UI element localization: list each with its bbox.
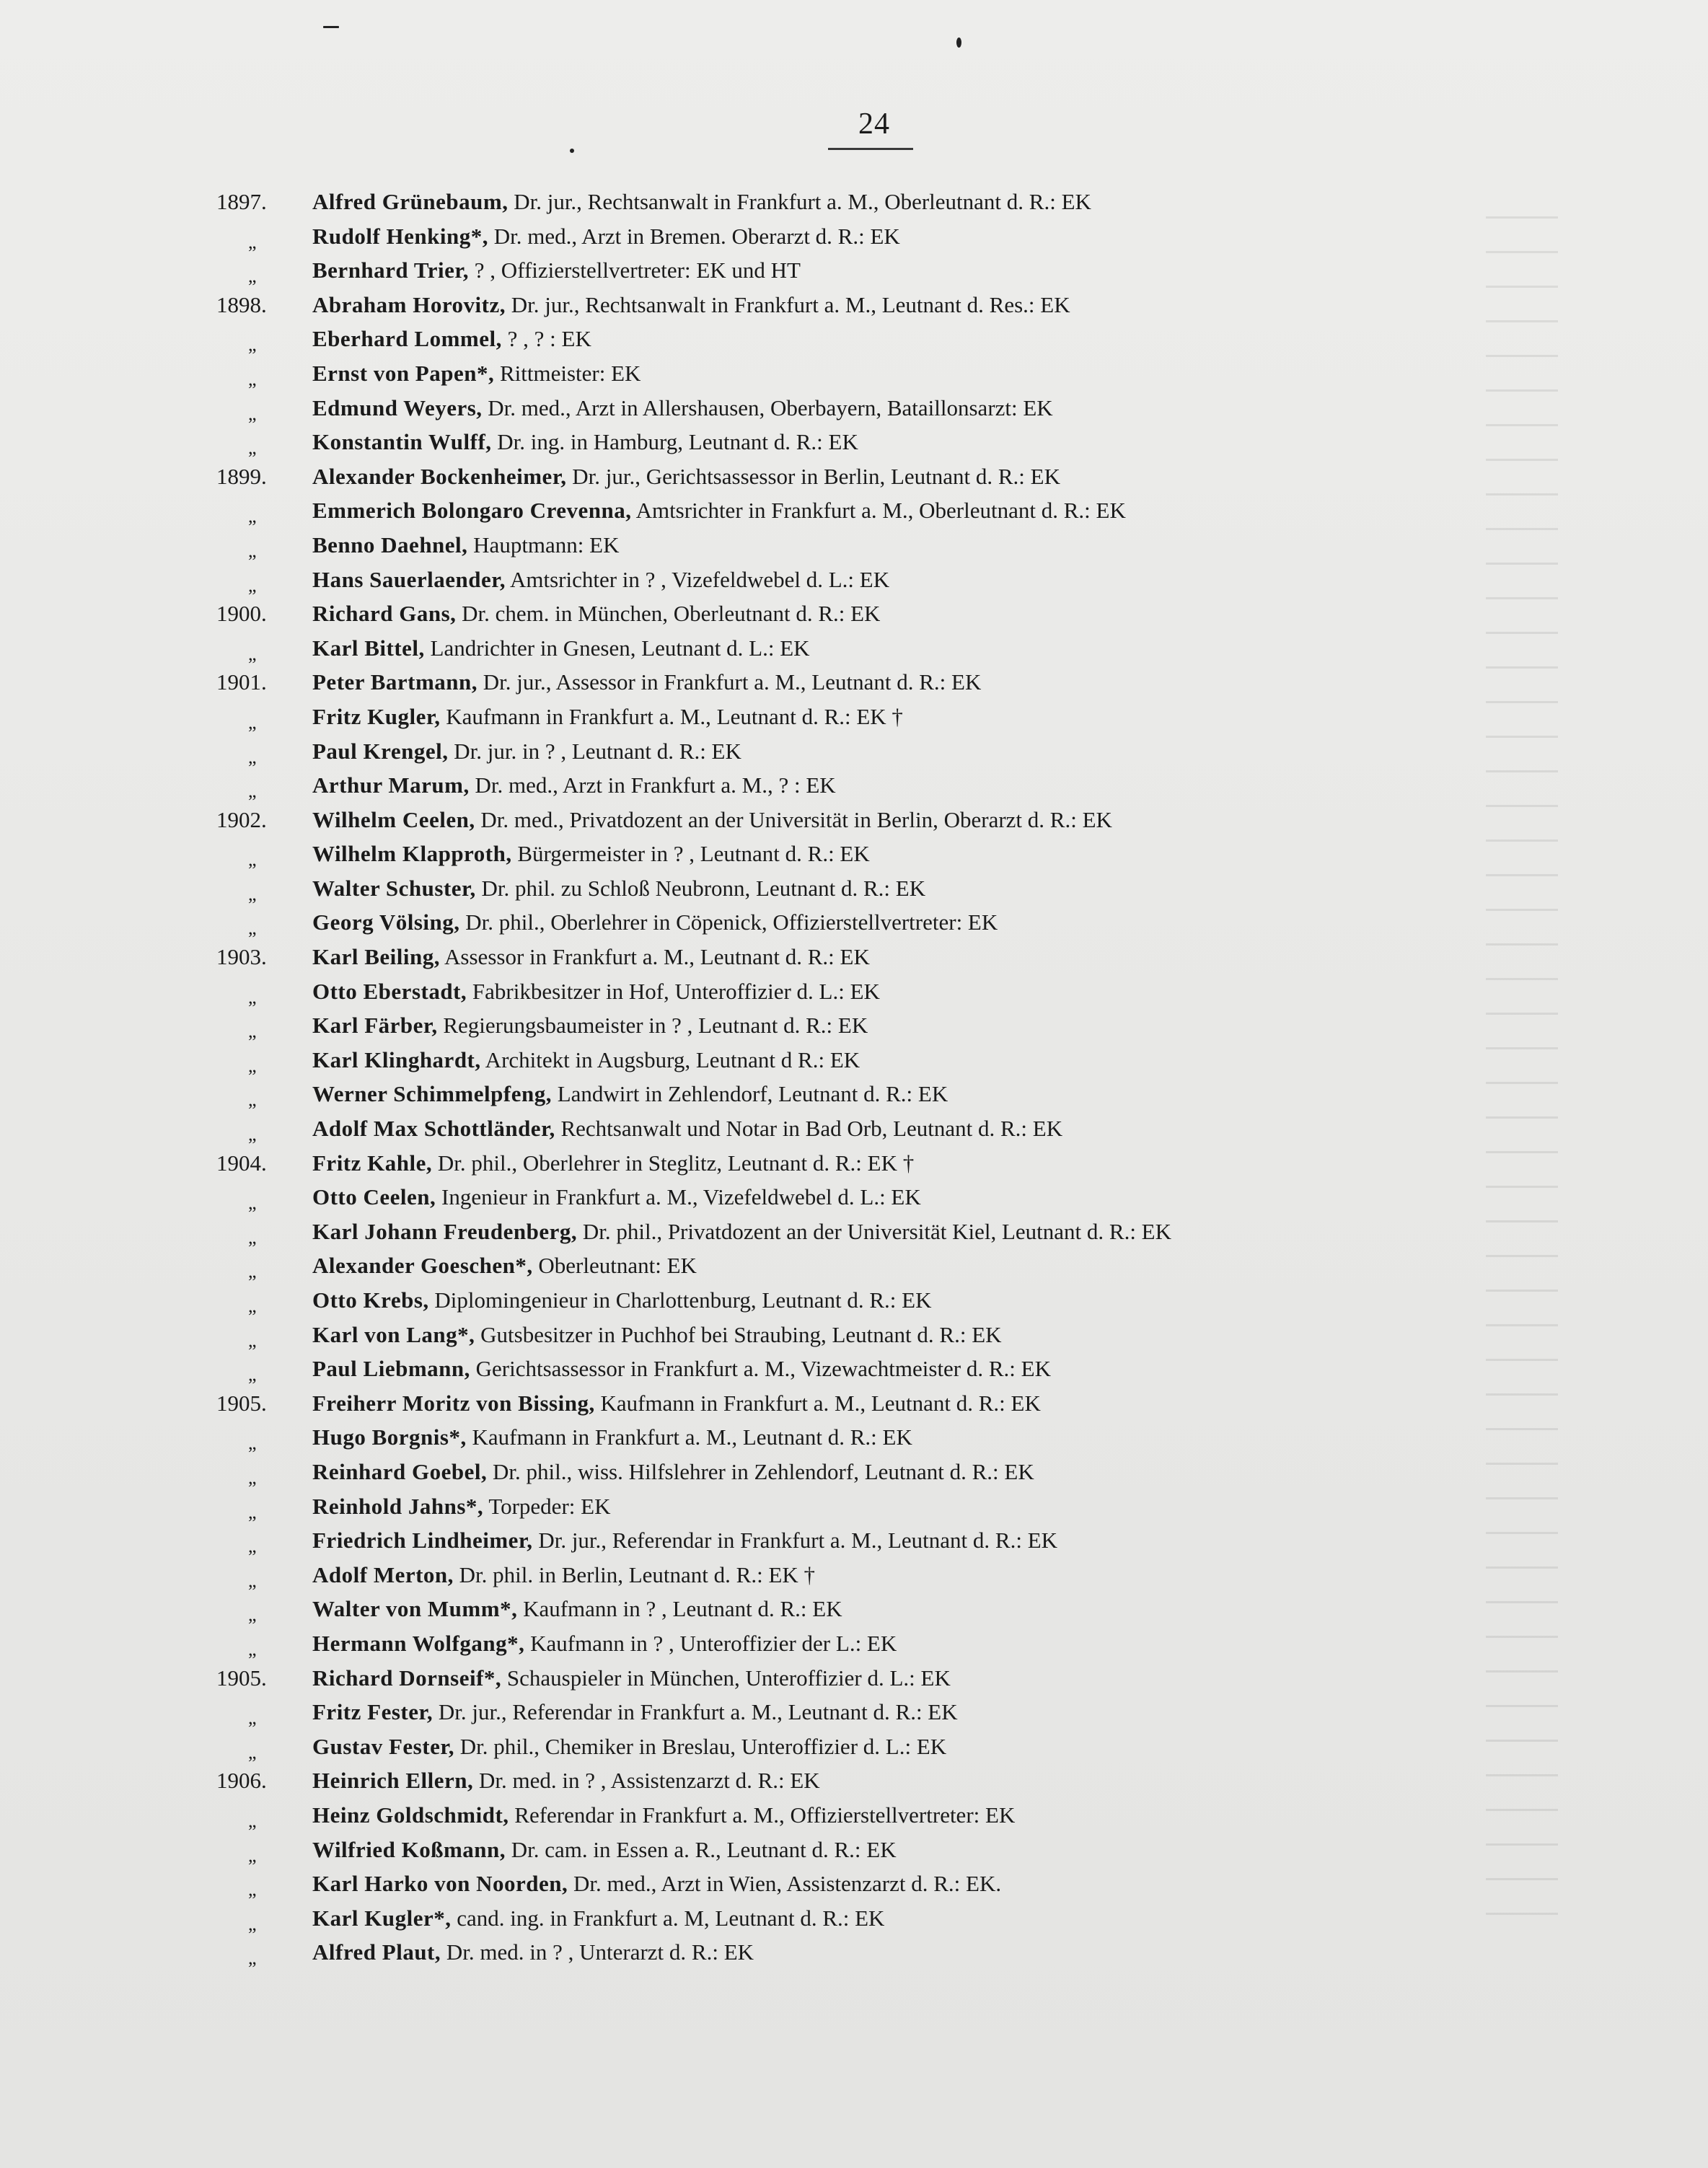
entry-text: [312, 768, 836, 803]
ditto-mark: „: [248, 334, 257, 356]
list-item: [216, 1523, 1587, 1558]
ditto-mark: „: [248, 1329, 257, 1351]
entry-name: Edmund Weyers,: [312, 395, 483, 420]
entry-text: [312, 1558, 815, 1592]
ditto-mark: „: [248, 643, 257, 664]
entry-text: [312, 940, 870, 974]
list-item: [216, 322, 1587, 356]
list-item: [216, 1833, 1587, 1867]
list-item: [216, 1180, 1587, 1215]
entry-text: [312, 1008, 868, 1043]
entry-detail: Ingenieur in Frankfurt a. M., Vizefeldwebel d. L.: EK: [436, 1184, 921, 1210]
list-item: [216, 1867, 1587, 1901]
ditto-mark: „: [248, 1054, 257, 1076]
entry-detail: Amtsrichter in Frankfurt a. M., Oberleutnant d. R.: EK: [631, 498, 1126, 524]
entry-detail: Bürgermeister in ? , Leutnant d. R.: EK: [511, 841, 870, 867]
list-item: [216, 563, 1587, 597]
entry-name: Fritz Kahle,: [312, 1150, 433, 1176]
entry-detail: Dr. med., Privatdozent an der Universität in Berlin, Oberarzt d. R.: EK: [475, 806, 1112, 832]
entry-detail: Kaufmann in ? , Leutnant d. R.: EK: [517, 1596, 842, 1622]
entry-detail: Dr. med., Arzt in Bremen. Oberarzt d. R.: EK: [488, 223, 900, 249]
entry-text: [312, 1729, 946, 1764]
list-item: [216, 528, 1587, 563]
entry-detail: Kaufmann in ? , Unteroffizier der L.: EK: [524, 1630, 897, 1656]
entry-name: Fritz Fester,: [312, 1699, 433, 1725]
entry-detail: Dr. med., Arzt in Wien, Assistenzarzt d. R.: EK.: [568, 1871, 1002, 1897]
entry-year: 1904.: [216, 1150, 267, 1176]
ditto-mark: „: [248, 1604, 257, 1626]
entry-name: Karl Färber,: [312, 1013, 438, 1039]
entry-text: [312, 1420, 912, 1455]
ditto-mark: „: [248, 780, 257, 802]
list-item: [216, 905, 1587, 940]
entry-name: Abraham Horovitz,: [312, 291, 506, 317]
list-item: [216, 1318, 1587, 1352]
entry-detail: Dr. chem. in München, Oberleutnant d. R.: EK: [456, 601, 881, 627]
entry-name: Wilhelm Ceelen,: [312, 806, 475, 832]
ditto-mark: „: [248, 883, 257, 904]
entry-text: [312, 459, 1060, 494]
list-item: [216, 700, 1587, 734]
entry-detail: Dr. med. in ? , Assistenzarzt d. R.: EK: [473, 1768, 820, 1794]
ditto-mark: „: [248, 1261, 257, 1282]
entry-year: 1899.: [216, 463, 267, 489]
list-item: [216, 1901, 1587, 1936]
entry-name: Heinrich Ellern,: [312, 1768, 474, 1794]
entry-text: [312, 288, 1070, 322]
list-item: [216, 1592, 1587, 1626]
entry-text: [312, 322, 591, 356]
entry-detail: Kaufmann in Frankfurt a. M., Leutnant d. R.: EK: [466, 1424, 912, 1450]
entry-name: Karl Klinghardt,: [312, 1046, 481, 1072]
entry-detail: Dr. phil., Privatdozent an der Universität Kiel, Leutnant d. R.: EK: [577, 1218, 1172, 1244]
entry-detail: Dr. jur., Referendar in Frankfurt a. M., Leutnant d. R.: EK: [532, 1528, 1058, 1554]
entry-detail: Assessor in Frankfurt a. M., Leutnant d. R.: EK: [440, 944, 870, 970]
list-item: [216, 459, 1587, 494]
entry-text: [312, 734, 741, 769]
list-item: [216, 1695, 1587, 1729]
entry-text: [312, 1283, 931, 1318]
list-item: [216, 1146, 1587, 1181]
entry-name: Wilhelm Klapproth,: [312, 841, 512, 867]
entry-name: Adolf Merton,: [312, 1561, 454, 1587]
entry-text: [312, 837, 870, 871]
ditto-mark: „: [248, 1707, 257, 1729]
entry-detail: Landrichter in Gnesen, Leutnant d. L.: EK: [424, 635, 810, 661]
entry-detail: Dr. phil. in Berlin, Leutnant d. R.: EK †: [453, 1561, 816, 1587]
entry-name: Konstantin Wulff,: [312, 429, 492, 455]
entry-detail: ? , Offizierstellvertreter: EK und HT: [469, 257, 801, 283]
list-item: [216, 1215, 1587, 1249]
ditto-mark: „: [248, 1501, 257, 1523]
entry-text: [312, 1935, 754, 1970]
list-item: [216, 1455, 1587, 1489]
list-item: [216, 1043, 1587, 1078]
ditto-mark: „: [248, 1947, 257, 1969]
entry-name: Karl Beiling,: [312, 944, 440, 970]
entry-name: Hugo Borgnis*,: [312, 1424, 467, 1450]
entry-text: [312, 1043, 860, 1078]
entry-detail: Dr. med., Arzt in Frankfurt a. M., ? : EK: [469, 772, 836, 798]
entry-text: [312, 1695, 958, 1729]
entry-name: Karl von Lang*,: [312, 1321, 475, 1347]
entry-detail: Fabrikbesitzer in Hof, Unteroffizier d. L.: EK: [467, 978, 880, 1004]
entry-text: [312, 1318, 1002, 1352]
ditto-mark: „: [248, 1741, 257, 1763]
list-item: [216, 871, 1587, 906]
entry-name: Karl Bittel,: [312, 635, 425, 661]
entry-text: [312, 563, 889, 597]
ditto-mark: „: [248, 265, 257, 287]
list-item: [216, 940, 1587, 974]
list-item: [216, 1077, 1587, 1111]
entry-text: [312, 1215, 1171, 1249]
ditto-mark: „: [248, 1089, 257, 1111]
entry-name: Alfred Plaut,: [312, 1939, 441, 1965]
entry-text: [312, 1386, 1041, 1421]
entry-year: 1897.: [216, 189, 267, 214]
entry-detail: Dr. med. in ? , Unterarzt d. R.: EK: [441, 1939, 754, 1965]
entry-text: [312, 1592, 842, 1626]
list-item: [216, 1763, 1587, 1798]
entry-text: [312, 391, 1053, 426]
entry-text: [312, 1489, 610, 1524]
entry-year: 1906.: [216, 1768, 267, 1794]
entry-name: Otto Ceelen,: [312, 1184, 436, 1210]
entry-name: Eberhard Lommel,: [312, 326, 502, 352]
entry-text: [312, 905, 998, 940]
entry-name: Paul Krengel,: [312, 738, 449, 764]
entry-detail: Dr. jur., Referendar in Frankfurt a. M., Leutnant d. R.: EK: [433, 1699, 958, 1725]
list-item: [216, 1248, 1587, 1283]
entry-text: [312, 528, 620, 563]
ditto-mark: „: [248, 1466, 257, 1488]
ditto-mark: „: [248, 1295, 257, 1316]
entry-name: Alexander Goeschen*,: [312, 1253, 533, 1279]
entry-text: [312, 631, 810, 666]
ditto-mark: „: [248, 574, 257, 596]
entry-detail: Gutsbesitzer in Puchhof bei Straubing, Leutnant d. R.: EK: [475, 1321, 1002, 1347]
entry-detail: Rechtsanwalt und Notar in Bad Orb, Leutnant d. R.: EK: [555, 1116, 1063, 1142]
entry-text: [312, 596, 880, 631]
list-item: [216, 1386, 1587, 1421]
list-item: [216, 1283, 1587, 1318]
entry-text: [312, 1798, 1015, 1833]
entry-year: 1903.: [216, 944, 267, 970]
list-item: [216, 356, 1587, 391]
entry-name: Emmerich Bolongaro Crevenna,: [312, 498, 632, 524]
entry-text: [312, 1146, 914, 1181]
entry-name: Rudolf Henking*,: [312, 223, 489, 249]
list-item: [216, 596, 1587, 631]
ditto-mark: „: [248, 539, 257, 561]
entry-name: Werner Schimmelpfeng,: [312, 1081, 552, 1107]
list-item: [216, 803, 1587, 837]
entry-name: Freiherr Moritz von Bissing,: [312, 1390, 595, 1416]
entry-text: [312, 1077, 948, 1111]
entry-text: [312, 1248, 697, 1283]
entry-text: [312, 1661, 951, 1696]
list-item: [216, 185, 1587, 219]
entry-detail: Torpeder: EK: [483, 1493, 611, 1519]
entry-name: Walter von Mumm*,: [312, 1596, 518, 1622]
entry-detail: Dr. ing. in Hamburg, Leutnant d. R.: EK: [491, 429, 858, 455]
entry-detail: Dr. jur. in ? , Leutnant d. R.: EK: [448, 738, 741, 764]
entry-text: [312, 1901, 884, 1936]
entry-detail: cand. ing. in Frankfurt a. M, Leutnant d. R.: EK: [451, 1905, 885, 1931]
list-item: [216, 1111, 1587, 1146]
entry-text: [312, 1352, 1051, 1386]
entry-detail: Dr. phil., wiss. Hilfslehrer in Zehlendorf, Leutnant d. R.: EK: [487, 1458, 1034, 1484]
entry-text: [312, 1626, 897, 1661]
entry-name: Fritz Kugler,: [312, 703, 441, 729]
ditto-mark: „: [248, 1021, 257, 1042]
list-item: [216, 631, 1587, 666]
entry-text: [312, 356, 640, 391]
entry-year: 1900.: [216, 601, 267, 627]
list-item: [216, 1626, 1587, 1661]
entry-detail: Dr. jur., Assessor in Frankfurt a. M., Leutnant d. R.: EK: [477, 669, 982, 695]
list-item: [216, 1352, 1587, 1386]
entry-name: Alexander Bockenheimer,: [312, 463, 567, 489]
entry-text: [312, 1523, 1057, 1558]
entry-text: [312, 871, 925, 906]
entry-detail: Dr. jur., Gerichtsassessor in Berlin, Leutnant d. R.: EK: [566, 463, 1060, 489]
list-item: [216, 974, 1587, 1009]
entry-year: 1898.: [216, 291, 267, 317]
ditto-mark: „: [248, 1638, 257, 1660]
entry-name: Adolf Max Schottländer,: [312, 1116, 555, 1142]
entry-name: Peter Bartmann,: [312, 669, 478, 695]
member-list: [216, 185, 1587, 1970]
entry-detail: Dr. phil., Chemiker in Breslau, Unteroffizier d. L.: EK: [454, 1733, 947, 1759]
list-item: [216, 253, 1587, 288]
entry-detail: ? , ? : EK: [501, 326, 591, 352]
entry-year: 1901.: [216, 669, 267, 695]
entry-text: [312, 700, 903, 734]
ditto-mark: „: [248, 506, 257, 527]
entry-detail: Kaufmann in Frankfurt a. M., Leutnant d. R.: EK: [594, 1390, 1041, 1416]
entry-text: [312, 493, 1126, 528]
entry-name: Paul Liebmann,: [312, 1356, 470, 1382]
entry-name: Georg Völsing,: [312, 909, 460, 935]
list-item: [216, 768, 1587, 803]
print-speck: [323, 26, 339, 28]
list-item: [216, 391, 1587, 426]
entry-detail: Referendar in Frankfurt a. M., Offizierstellvertreter: EK: [509, 1802, 1016, 1828]
entry-text: [312, 253, 801, 288]
ditto-mark: „: [248, 1569, 257, 1591]
entry-detail: Kaufmann in Frankfurt a. M., Leutnant d. R.: EK †: [440, 703, 903, 729]
entry-text: [312, 185, 1091, 219]
ditto-mark: „: [248, 1124, 257, 1145]
entry-detail: Diplomingenieur in Charlottenburg, Leutnant d. R.: EK: [428, 1287, 932, 1313]
ditto-mark: „: [248, 917, 257, 939]
ditto-mark: „: [248, 231, 257, 252]
entry-text: [312, 1455, 1034, 1489]
list-item: [216, 1420, 1587, 1455]
entry-detail: Architekt in Augsburg, Leutnant d R.: EK: [480, 1046, 860, 1072]
entry-name: Walter Schuster,: [312, 875, 476, 901]
entry-name: Karl Harko von Noorden,: [312, 1871, 568, 1897]
entry-name: Bernhard Trier,: [312, 257, 470, 283]
list-item: [216, 425, 1587, 459]
ditto-mark: „: [248, 1810, 257, 1831]
entry-name: Gustav Fester,: [312, 1733, 454, 1759]
entry-text: [312, 1763, 820, 1798]
list-item: [216, 288, 1587, 322]
print-speck: [956, 38, 961, 48]
entry-text: [312, 425, 858, 459]
entry-text: [312, 665, 981, 700]
entry-name: Reinhold Jahns*,: [312, 1493, 484, 1519]
ditto-mark: „: [248, 1226, 257, 1248]
entry-text: [312, 974, 880, 1009]
entry-detail: Hauptmann: EK: [467, 532, 620, 558]
entry-name: Alfred Grünebaum,: [312, 189, 509, 214]
entry-detail: Dr. jur., Rechtsanwalt in Frankfurt a. M., Oberleutnant d. R.: EK: [508, 189, 1091, 214]
entry-name: Karl Johann Freudenberg,: [312, 1218, 578, 1244]
entry-detail: Landwirt in Zehlendorf, Leutnant d. R.: EK: [551, 1081, 948, 1107]
list-item: [216, 734, 1587, 769]
entry-name: Arthur Marum,: [312, 772, 470, 798]
entry-text: [312, 219, 900, 254]
entry-text: [312, 803, 1112, 837]
entry-name: Hans Sauerlaender,: [312, 566, 506, 592]
ditto-mark: „: [248, 1364, 257, 1385]
page-number-rule: [828, 148, 913, 150]
list-item: [216, 493, 1587, 528]
entry-detail: Dr. med., Arzt in Allershausen, Oberbayern, Bataillonsarzt: EK: [482, 395, 1053, 420]
list-item: [216, 1798, 1587, 1833]
entry-name: Wilfried Koßmann,: [312, 1836, 506, 1862]
entry-detail: Oberleutnant: EK: [532, 1253, 697, 1279]
list-item: [216, 219, 1587, 254]
entry-detail: Gerichtsassessor in Frankfurt a. M., Vizewachtmeister d. R.: EK: [470, 1356, 1051, 1382]
ditto-mark: „: [248, 1535, 257, 1557]
list-item: [216, 1661, 1587, 1696]
ditto-mark: „: [248, 368, 257, 389]
list-item: [216, 665, 1587, 700]
ditto-mark: „: [248, 1879, 257, 1900]
entry-detail: Schauspieler in München, Unteroffizier d. L.: EK: [501, 1665, 951, 1691]
entry-detail: Dr. phil. zu Schloß Neubronn, Leutnant d. R.: EK: [475, 875, 926, 901]
list-item: [216, 1008, 1587, 1043]
ditto-mark: „: [248, 1192, 257, 1214]
ditto-mark: „: [248, 849, 257, 871]
entry-year: 1905.: [216, 1390, 267, 1416]
ditto-mark: „: [248, 986, 257, 1008]
entry-text: [312, 1867, 1001, 1901]
entry-name: Richard Dornseif*,: [312, 1665, 502, 1691]
ditto-mark: „: [248, 1432, 257, 1454]
print-speck: [570, 149, 574, 153]
entry-name: Ernst von Papen*,: [312, 360, 495, 386]
list-item: [216, 1935, 1587, 1970]
entry-detail: Dr. phil., Oberlehrer in Steglitz, Leutnant d. R.: EK †: [432, 1150, 915, 1176]
entry-detail: Rittmeister: EK: [494, 360, 641, 386]
ditto-mark: „: [248, 711, 257, 733]
entry-detail: Amtsrichter in ? , Vizefeldwebel d. L.: EK: [505, 566, 890, 592]
list-item: [216, 837, 1587, 871]
entry-text: [312, 1111, 1062, 1146]
entry-detail: Dr. phil., Oberlehrer in Cöpenick, Offizierstellvertreter: EK: [459, 909, 998, 935]
entry-detail: Regierungsbaumeister in ? , Leutnant d. R.: EK: [437, 1013, 868, 1039]
entry-detail: Dr. cam. in Essen a. R., Leutnant d. R.: EK: [506, 1836, 897, 1862]
list-item: [216, 1489, 1587, 1524]
entry-year: 1902.: [216, 806, 267, 832]
list-item: [216, 1729, 1587, 1764]
entry-name: Richard Gans,: [312, 601, 457, 627]
entry-name: Karl Kugler*,: [312, 1905, 452, 1931]
entry-name: Friedrich Lindheimer,: [312, 1528, 533, 1554]
entry-name: Heinz Goldschmidt,: [312, 1802, 509, 1828]
page-number: 24: [858, 107, 890, 141]
entry-text: [312, 1833, 897, 1867]
entry-text: [312, 1180, 921, 1215]
ditto-mark: „: [248, 746, 257, 767]
entry-detail: Dr. jur., Rechtsanwalt in Frankfurt a. M., Leutnant d. Res.: EK: [505, 291, 1070, 317]
ditto-mark: „: [248, 1844, 257, 1866]
list-item: [216, 1558, 1587, 1592]
entry-name: Hermann Wolfgang*,: [312, 1630, 525, 1656]
entry-name: Otto Krebs,: [312, 1287, 429, 1313]
ditto-mark: „: [248, 1913, 257, 1934]
entry-name: Benno Daehnel,: [312, 532, 468, 558]
entry-year: 1905.: [216, 1665, 267, 1691]
entry-name: Reinhard Goebel,: [312, 1458, 488, 1484]
ditto-mark: „: [248, 402, 257, 424]
ditto-mark: „: [248, 437, 257, 459]
entry-name: Otto Eberstadt,: [312, 978, 467, 1004]
